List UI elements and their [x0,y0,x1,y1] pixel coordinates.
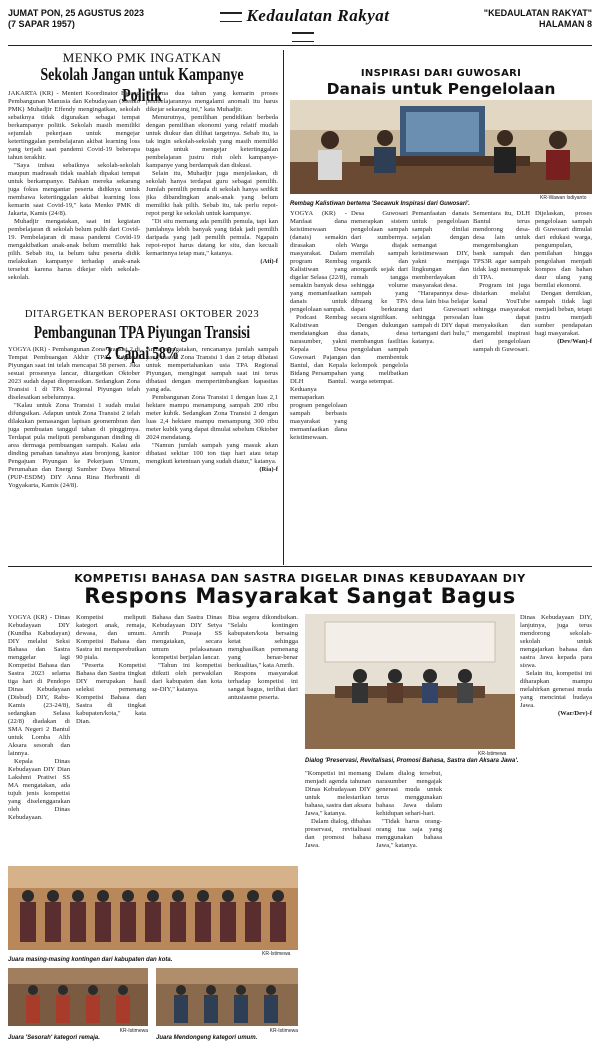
article4-paragraph: Kepala Dinas Kebudayaan DIY Dian Lakshmi Pratiwi SS MA mengatakan, ada tujuh jenis kompetisi yang diselenggarakan oleh Dinas Kebudayaan. [8,758,70,821]
photo4-credit: KR-Istimewa [269,1028,298,1034]
article2-paragraph: "Namun jumlah sampah yang masuk akan dibatasi sekitar 100 ton tiap hari atau tetap mengikuti ketentuan yang sudah diatur," katanya. [146,442,278,465]
article4-column-6 [376,770,442,1040]
article4-paragraph: Dalam dialog tersebut, narasumber mengajak generasi muda untuk terus menggunakan bahasa Jawa dalam kehidupan sehari-hari. [376,770,442,817]
section-line: "KEDAULATAN RAKYAT" [483,8,592,18]
article4-paragraph: Selain itu, kompetisi ini diharapkan mampu melahirkan generasi muda yang mencintai budaya Jawa. [520,670,592,709]
column-divider [283,50,284,565]
winners-photo [8,866,298,950]
article4-column-3 [152,614,222,864]
article4-column-2 [76,614,146,864]
article1-paragraph: Muhadjir mengatakan, saat ini kegiatan pembelajaran di sekolah belum pulih dari Covid-19. Pembelajaran di masa pandemi Covid-19 mengakibatkan anak-anak belum memiliki hak pilih. Sebab itu, ia belum tahu peserta didik melakukan kampanye terhadap anak-anak tersebut karena harus dikejar oleh sekolah-sekolah. [8,218,140,281]
article2-paragraph: Pembangunan Zona Transisi 1 dengan luas 2,1 hektare mampu menampung sampah 200 ribu meter kubik. Sedangkan Zona Transisi 2 dengan luas 2,4 hektare mampu menampung 300 ribu meter kubik yang dapat dimulai sebelum Oktober 2024 mendatang. [146,394,278,441]
article1-paragraph: Selain itu, Muhadjir juga menjelaskan, di sekolah hanya terdapat guru sebagai pemilih. Jumlah pemilih pemula di sekolah hanya sedikit jika dibandingkan anak-anak yang belum memiliki hak pilih. Sebab itu, tak perlu repot-repot pergi ke sekolah untuk kampanye. [146,170,278,217]
article1-column-2 [146,90,278,300]
article2-paragraph: "Kalau untuk Zona Transisi 1 sudah mulai difungsikan. Adapun untuk Zona Transisi 2 telah dilakukan pemasangan lapisan geomembran dan juga pembuatan tanggul tahan di pinggirnya. Terdapat pula meliputi pembangunan dinding di area dermaga pembuangan sampah. Kalau ada dinding penahan tanahnya atau bronjong, kantor Pengajuan Piyungan ke Pekerjaan Umum, Perumahan dan Energi Sumber Daya Mineral (PUP-ESDM) DIY Anna Rina Herbranti di Yogyakarta, Kamis (24/8). [8,402,140,489]
article3-paragraph: Pemanfaatan danais untuk pengelolaan sampah dinilai sejalan dengan semangat keistimewaan DIY, yakni menjaga lingkungan dan memberdayakan masyarakat desa. [412,210,469,289]
article3-paragraph: Sementara itu, DLH Bantul terus mendorong desa-desa lain untuk mengembangkan bank sampah dan TPS3R agar sampah tidak lagi menumpuk di TPA. [473,210,530,281]
mendongeng-photo [156,968,298,1026]
article3-column-3 [412,210,469,560]
article3-column-1 [290,210,347,560]
page-info [484,8,592,30]
article3-paragraph: Desa Guwosari menerapkan sistem pengelolaan sampah dari sumbernya. Warga diajak memilah sampah organik dan anorganik sejak dari rumah tangga sehingga volume sampah yang dibuang ke TPA dapat berkurang secara signifikan. [351,210,408,321]
article4-paragraph: "Tidak harus orang-orang tua saja yang menggunakan bahasa Jawa," katanya. [376,818,442,849]
article3-paragraph: Dengan demikian, sampah tidak lagi menjadi beban, tetapi justru menjadi sumber pendapatan bagi masyarakat. [535,290,592,337]
photo2-caption: Juara masing-masing kontingen dari kabupaten dan kota. [8,957,173,963]
article3-kicker: INSPIRASI DARI GUWOSARI [360,68,522,79]
article4-column-4 [228,614,298,864]
article2-column-1 [8,346,140,561]
issue-date [8,8,144,30]
article2-kicker: DITARGETKAN BEROPERASI OKTOBER 2023 [24,309,260,320]
article3-column-5 [535,210,592,560]
article3-headline: Danais untuk Pengelolaan [326,80,556,98]
article2-headline: Pembangunan TPA Piyungan Transisi 2 Capai 58% [33,322,251,363]
article4-paragraph: Dalam dialog, dibahas preservasi, revitalisasi dan promosi bahasa Jawa. [305,818,371,849]
photo4-caption: Juara Mendongeng kategori umum. [156,1035,258,1041]
article3-paragraph: "Harapannya desa-desa lain bisa belajar dari Guwosari sehingga persoalan sampah di DIY dapat tertangani dari hulu," katanya. [412,290,469,345]
article4-signoff: (War/Dev)-f [557,710,592,717]
article2-column-2 [146,346,278,561]
article4-column-7 [520,614,592,1042]
article3-column-2 [351,210,408,560]
winners-group-illustration [8,866,298,950]
article3-photo-credit: KR-Wawan Isdiyanto [540,195,587,201]
article4-paragraph: "Peserta Kompetisi Bahasa dan Sastra tingkat DIY merupakan hasil seleksi pemenang Kompetisi Bahasa dan Sastra di tingkat kabupaten/kota," kata Dian. [76,662,146,725]
article4-paragraph: "Kompetisi ini memang menjadi agenda tahunan Dinas Kebudayaan DIY untuk melestarikan bahasa, sastra dan aksara Jawa," katanya. [305,770,371,817]
dialog-stage-illustration [305,614,515,749]
article4-kicker: KOMPETISI BAHASA DAN SASTRA DIGELAR DINAS KEBUDAYAAN DIY [74,572,526,585]
article4-paragraph: Respons masyarakat terhadap kompetisi ini sangat bagus, terlihat dari antusiasme peserta. [228,670,298,701]
article3-photo-caption: Rembag Kalistiwan bertema 'Secawuk Inspirasi dari Guwosari'. [290,201,470,207]
sesorah-photo [8,968,148,1026]
article1-paragraph: JAKARTA (KR) - Menteri Koordinator Bidang Pembangunan Manusia dan Kebudayaan (Menko PMK) Muhadjir Effendy mengingatkan, sekolah sebaiknya tidak digunakan sebagai tempat berkampanye politik. Sekolah masih memiliki sejumlah pekerjaan untuk mengejar ketertinggalan pembelajaran akibat learning loss yang terjadi saat pandemi Covid-19 beberapa tahun terakhir. [8,90,140,161]
article1-paragraph: Menurutnya, pemilihan pendidikan berbeda dengan pemilihan ekonomi yang relatif mudah untuk diukur dan dilihat targetnya. Sebab itu, ia tak ingin sekolah-sekolah yang masih memiliki tugas untuk mengejar ketertinggalan pembelajaran justru riuh oleh kampanye-kampanye yang berdampak dan diskusi. [146,114,278,169]
mendongeng-group-illustration [156,968,298,1026]
article2-paragraph: YOGYA (KR) - Pembangunan Zona Transisi 2 di Tempat Pembuangan Akhir (TPA) Regional Piyungan saat ini telah mencapai 58 persen. Jika sesuai prosesnya lancar, ditargetkan Oktober 2023 sudah dapat dioperasikan. Sedangkan Zona Transisi 1 di TPA Regional Piyungan telah diselesaikan sebelumnya. [8,346,140,401]
photo1-caption: Dialog 'Preservasi, Revitalisasi, Promosi Bahasa, Sastra dan Aksara Jawa'. [305,758,519,764]
article3-paragraph: Program ini juga disiarkan melalui kanal YouTube sehingga masyarakat luas dapat menyaksikan dan mengambil inspirasi dari pengelolaan sampah di Guwosari. [473,282,530,353]
article2-signoff: (Ria)-f [259,466,278,473]
sesorah-group-illustration [8,968,148,1026]
article1-signoff: (Ati)-f [260,258,278,265]
article3-column-4 [473,210,530,560]
article4-paragraph: Bahasa dan Sastra Dinas Kebudayaan DIY Setya Amrih Prasaja SS mengatakan, secara umum pelaksanaan kompetisi berjalan lancar. [152,614,222,661]
ornament-right [292,32,314,42]
masthead [8,6,592,46]
article4-column-1 [8,614,70,864]
article3-paragraph: Dijelaskan, proses pengelolaan sampah di Guwosari dimulai dari edukasi warga, pengumpulan, pemilahan hingga pengolahan menjadi kompos dan bahan daur ulang yang bernilai ekonomi. [535,210,592,289]
article1-paragraph: "Saya imbau sebaiknya sekolah-sekolah maupun madrasah tidak usahlah dipakai tempat untuk berkampanye. Bahkan mereka sekarang juga fokus mengantar peserta didiknya untuk membawa ketertinggalan akibat learning loss kemarin saat Covid-19," kata Menko PMK di Jakarta, Kamis (24/8). [8,162,140,217]
article1-headline: Sekolah Jangan untuk Kampanye Politik [40,64,244,105]
photo3-credit: KR-Istimewa [119,1028,148,1034]
article1-paragraph: "Selama dua tahun yang kemarin proses pembelajarannya mengalami anomali itu harus dikejar sekarang ini," kata Muhadjir. [146,90,278,113]
article4-paragraph: YOGYA (KR) - Dinas Kebudayaan DIY (Kundha Kabudayan) DIY melalui Seksi Bahasa dan Sastra menggelar lagi Kompetisi Bahasa dan Sastra 2023 selama tiga hari di Pendopo Dinas Kebudayaan (Disbud) DIY, Rabu-Kamis (23-24/8), sedangkan Selasa (22/8) diadakan di SMA Negeri 2 Bantul untuk Lomba Alih Aksara sesorah dan lainnya. [8,614,70,757]
article3-paragraph: YOGYA (KR) - Manfaat dana keistimewaan (danais) semakin dirasakan oleh masyarakat. Dalam program Rembag Kalistiwan yang digelar Selasa (22/8), semakin banyak desa yang memanfaatkan danais untuk pengelolaan sampah. [290,210,347,313]
photo3-caption: Juara 'Sesorah' kategori remaja. [8,1035,100,1041]
article4-paragraph: Kompetisi meliputi kategori anak, remaja, dewasa, dan umum. Kompetisi Bahasa dan Sastra ini memperebutkan 90 piala. [76,614,146,661]
podcast-scene-illustration [290,100,592,194]
photo2-credit: KR-Istimewa [262,951,291,957]
paper-logo [208,6,398,46]
dialog-photo [305,614,515,749]
page-number: HALAMAN 8 [539,19,592,29]
hijri-date-line: (7 SAPAR 1957) [8,19,75,29]
ornament-left [220,12,242,22]
article1-paragraph: "Di situ memang ada pemilih pemula, tapi kan jumlahnya lebih banyak yang tidak jadi pemilih daripada yang jadi pemilih pemula. Ngapain repot-repot harus datang ke situ, dan kecuali kemarinnya tetap mau," katanya. [146,218,278,257]
article4-paragraph: Dinas Kebudayaan DIY, lanjutnya, juga terus mendorong sekolah-sekolah untuk mengajarkan bahasa dan sastra Jawa kepada para siswa. [520,614,592,669]
article4-paragraph: Bisa segera dikondisikan. "Selalu kontingen kabupaten/kota bersaing ketat sehingga menghasilkan pemenang yang benar-benar berkualitas," kata Amrih. [228,614,298,669]
article4-headline: Respons Masyarakat Sangat Bagus [84,584,516,608]
article4-column-5 [305,770,371,1040]
photo1-credit: KR-Istimewa [478,751,507,757]
date-line: JUMAT PON, 25 AGUSTUS 2023 [8,8,145,18]
article4-paragraph: "Tahun ini kompetisi diikuti oleh perwakilan dari kabupaten dan kota se-DIY," katanya. [152,662,222,693]
paper-name: Kedaulatan Rakyat [246,6,390,25]
article3-paragraph: Dengan dukungan danais, desa membangun fasilitas pengolahan sampah dan membentuk kelompok pengelola yang melibatkan warga setempat. [351,322,408,385]
article3-paragraph: Podcast Rembag Kalistiwan mendatangkan dua narasumber, yakni Kepala Desa Guwosari Pajangan Bantul, dan Kepala Bidang Persampahan DLH Bantul. Keduanya memaparkan program pengelolaan sampah berbasis masyarakat yang memanfaatkan dana keistimewaan. [290,314,347,441]
article2-paragraph: Anna mengatakan, rencananya jumlah sampah yang masuk Zona Transisi 1 dan 2 tetap dibatasi untuk mempertahankan usia TPA Regional Piyungan, mengingat sampah saat ini terus dibatasi dengan mempertimbangkan kapasitas yang ada. [146,346,278,393]
article1-kicker: MENKO PMK INGATKAN [62,50,222,65]
podcast-photo [290,100,592,194]
article1-column-1 [8,90,140,300]
section-divider [8,566,592,567]
article3-signoff: (Dev/Wan)-f [557,338,592,345]
